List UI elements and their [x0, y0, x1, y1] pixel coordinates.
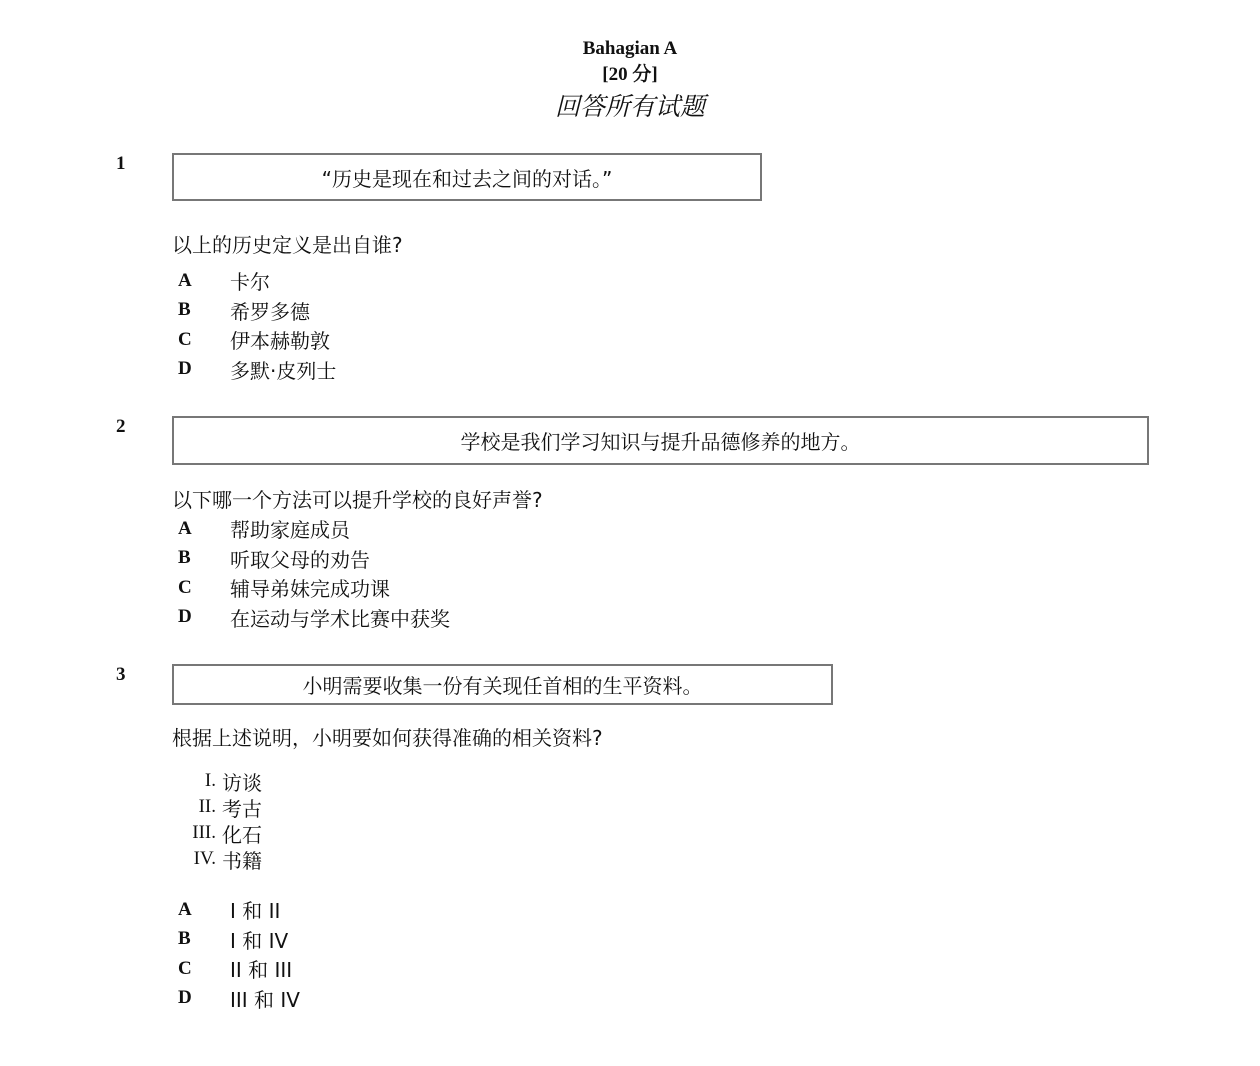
option-d [178, 603, 450, 633]
option-d [178, 984, 300, 1014]
question-prompt: 根据上述说明，小明要如何获得准确的相关资料? [172, 726, 603, 750]
section-instruction: 回答所有试题 [554, 92, 705, 121]
option-letter: A [178, 517, 192, 539]
statement-numeral: III. [192, 822, 216, 843]
statement-text: 访谈 [222, 770, 262, 795]
options-list [178, 266, 336, 384]
section-title: Bahagian A [582, 38, 678, 59]
option-letter: B [178, 928, 191, 950]
option-letter: B [178, 299, 191, 321]
section-header [0, 36, 1260, 124]
option-text: 辅导弟妹完成功课 [230, 577, 390, 602]
question-prompt: 以下哪一个方法可以提升学校的良好声誉? [172, 488, 543, 512]
option-letter: C [178, 576, 192, 598]
option-c [178, 954, 300, 984]
option-text: 伊本赫勒敦 [230, 329, 330, 354]
option-letter: D [178, 606, 192, 628]
option-text: II 和 III [230, 958, 293, 983]
statement-i [172, 768, 262, 794]
option-text: III 和 IV [230, 987, 300, 1012]
option-text: I 和 IV [230, 928, 289, 953]
option-a [178, 266, 336, 296]
question-number: 2 [116, 416, 126, 437]
option-a [178, 514, 450, 544]
stimulus-box: “历史是现在和过去之间的对话。” [172, 153, 762, 201]
option-letter: B [178, 547, 191, 569]
statement-numeral: IV. [193, 848, 216, 869]
option-b [178, 925, 300, 955]
statement-text: 书籍 [222, 848, 262, 873]
options-list [178, 895, 300, 1013]
options-list [178, 514, 450, 632]
option-letter: A [178, 269, 192, 291]
statement-ii [172, 794, 262, 820]
stimulus-box: 学校是我们学习知识与提升品德修养的地方。 [172, 416, 1149, 465]
option-letter: D [178, 987, 192, 1009]
statement-iii [172, 820, 262, 846]
option-c [178, 325, 336, 355]
option-d [178, 355, 336, 385]
option-letter: D [178, 358, 192, 380]
option-b [178, 544, 450, 574]
option-text: 卡尔 [230, 270, 270, 295]
option-letter: C [178, 328, 192, 350]
question-number: 1 [116, 153, 126, 174]
option-a [178, 895, 300, 925]
option-text: 希罗多德 [230, 299, 310, 324]
section-marks: [20 分] [602, 64, 658, 85]
option-text: 在运动与学术比赛中获奖 [230, 606, 450, 631]
option-letter: A [178, 898, 192, 920]
option-text: 帮助家庭成员 [230, 518, 350, 543]
question-prompt: 以上的历史定义是出自谁? [172, 233, 403, 257]
option-c [178, 573, 450, 603]
question-number: 3 [116, 664, 126, 685]
statement-numeral: II. [198, 796, 216, 817]
statement-text: 化石 [222, 822, 262, 847]
option-letter: C [178, 957, 192, 979]
option-b [178, 296, 336, 326]
statement-iv [172, 846, 262, 872]
option-text: I 和 II [230, 899, 281, 924]
option-text: 多默·皮列士 [230, 358, 337, 383]
statement-text: 考古 [222, 796, 262, 821]
option-text: 听取父母的劝告 [230, 547, 370, 572]
stimulus-box: 小明需要收集一份有关现任首相的生平资料。 [172, 664, 833, 705]
statements-list [172, 768, 262, 872]
statement-numeral: I. [204, 770, 216, 791]
